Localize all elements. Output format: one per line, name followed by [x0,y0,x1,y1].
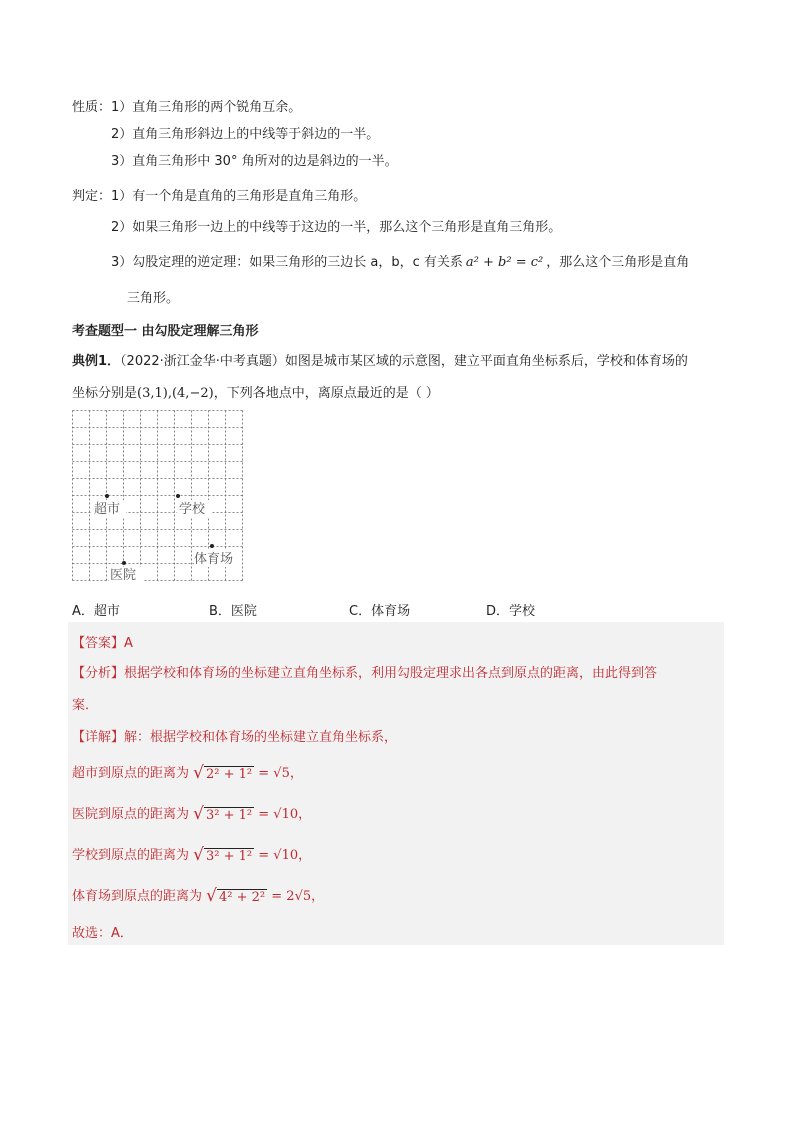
school-point [176,494,180,498]
example-source-text: （2022·浙江金华·中考真题）如图是城市某区域的示意图，建立平面直角坐标系后，学校和体育场的 [120,354,688,369]
analysis-line-1 [72,662,657,681]
hospital-point [122,561,126,565]
detail-intro: 解：根据学校和体育场的坐标建立直角坐标系， [124,730,398,745]
example-label: 典例1． [72,354,121,369]
distance-row-school: 学校到原点的距离为 √ 3² + 1² = √10， [72,845,312,865]
answer-value: A [124,636,133,651]
school-label: 学校 [179,502,206,517]
answer-tag: 【答案】 [72,636,125,651]
supermarket-point [105,494,109,498]
option-d: D．学校 [486,604,536,619]
stadium-point [210,544,214,548]
distance-row-supermarket: 超市到原点的距离为 √ 2² + 1² = √5， [72,763,303,783]
distance-row-stadium: 体育场到原点的距离为 √ 4² + 2² = 2√5， [72,886,325,906]
criteria-item-3-continuation: 三角形。 [127,291,180,306]
distance-suffix: ， [289,766,303,781]
distance-label: 医院到原点的距离为 [72,807,190,822]
criteria-item-2: 2）如果三角形一边上的中线等于这边的一半，那么这个三角形是直角三角形。 [111,220,562,235]
analysis-text: 根据学校和体育场的坐标建立直角坐标系，利用勾股定理求出各点到原点的距离，由此得到答 [124,666,658,681]
distance-suffix: ， [298,807,312,822]
sqrt-symbol: √ [193,763,204,783]
distance-label: 学校到原点的距离为 [72,848,190,863]
distance-suffix: ， [298,848,312,863]
answer-line [72,632,133,651]
sqrt-expression [193,847,254,864]
city-grid-figure [72,410,246,582]
example-line-2-suffix: ，下列各地点中，离原点最近的是（ ） [213,386,439,401]
sqrt-expression [193,806,254,823]
coordinates: (3,1),(4,−2) [137,386,214,401]
analysis-tag: 【分析】 [72,666,125,681]
criteria-item-3 [111,251,689,270]
stadium-label: 体育场 [194,552,234,567]
example-line-2 [72,382,439,401]
criteria-item-3-suffix: ，那么这个三角形是直角 [546,255,690,270]
radicand: 2² + 1² [206,767,253,782]
distance-result: √10 [273,807,299,822]
detail-line [72,726,397,745]
option-c: C．体育场 [349,604,411,619]
distance-result: √5 [273,766,290,781]
distance-label: 体育场到原点的距离为 [72,889,203,904]
example-line-1 [72,350,688,369]
criteria-item-1: 1）有一个角是直角的三角形是直角三角形。 [111,189,367,204]
radicand: 3² + 1² [206,808,253,823]
detail-tag: 【详解】 [72,730,125,745]
distance-result: √10 [273,848,299,863]
property-item-2: 2）直角三角形斜边上的中线等于斜边的一半。 [111,127,380,142]
criteria-item-3-prefix: 3）勾股定理的逆定理：如果三角形的三边长 a，b，c 有关系 [111,255,463,270]
pythagorean-formula: a² + b² = c² [465,255,544,270]
sqrt-symbol: √ [193,804,204,824]
option-b: B．医院 [209,604,257,619]
distance-label: 超市到原点的距离为 [72,766,190,781]
sqrt-symbol: √ [193,845,204,865]
analysis-line-2: 案． [72,698,99,713]
radicand: 3² + 1² [206,849,253,864]
criteria-label: 判定： [72,189,112,204]
sqrt-expression [193,765,254,782]
conclusion: 故选：A． [72,926,133,941]
distance-row-hospital: 医院到原点的距离为 √ 3² + 1² = √10， [72,804,312,824]
hospital-label: 医院 [110,568,137,582]
distance-suffix: ， [311,889,325,904]
sqrt-expression [206,888,267,905]
property-item-3: 3）直角三角形中 30° 角所对的边是斜边的一半。 [111,154,398,169]
example-line-2-prefix: 坐标分别是 [72,386,138,401]
property-item-1: 1）直角三角形的两个锐角互余。 [111,100,302,115]
properties-label: 性质： [72,100,112,115]
section-title: 考查题型一 由勾股定理解三角形 [72,324,259,339]
supermarket-label: 超市 [94,502,121,517]
option-a: A．超市 [72,604,120,619]
radicand: 4² + 2² [219,890,266,905]
sqrt-symbol: √ [206,886,217,906]
distance-result: 2√5 [286,889,312,904]
